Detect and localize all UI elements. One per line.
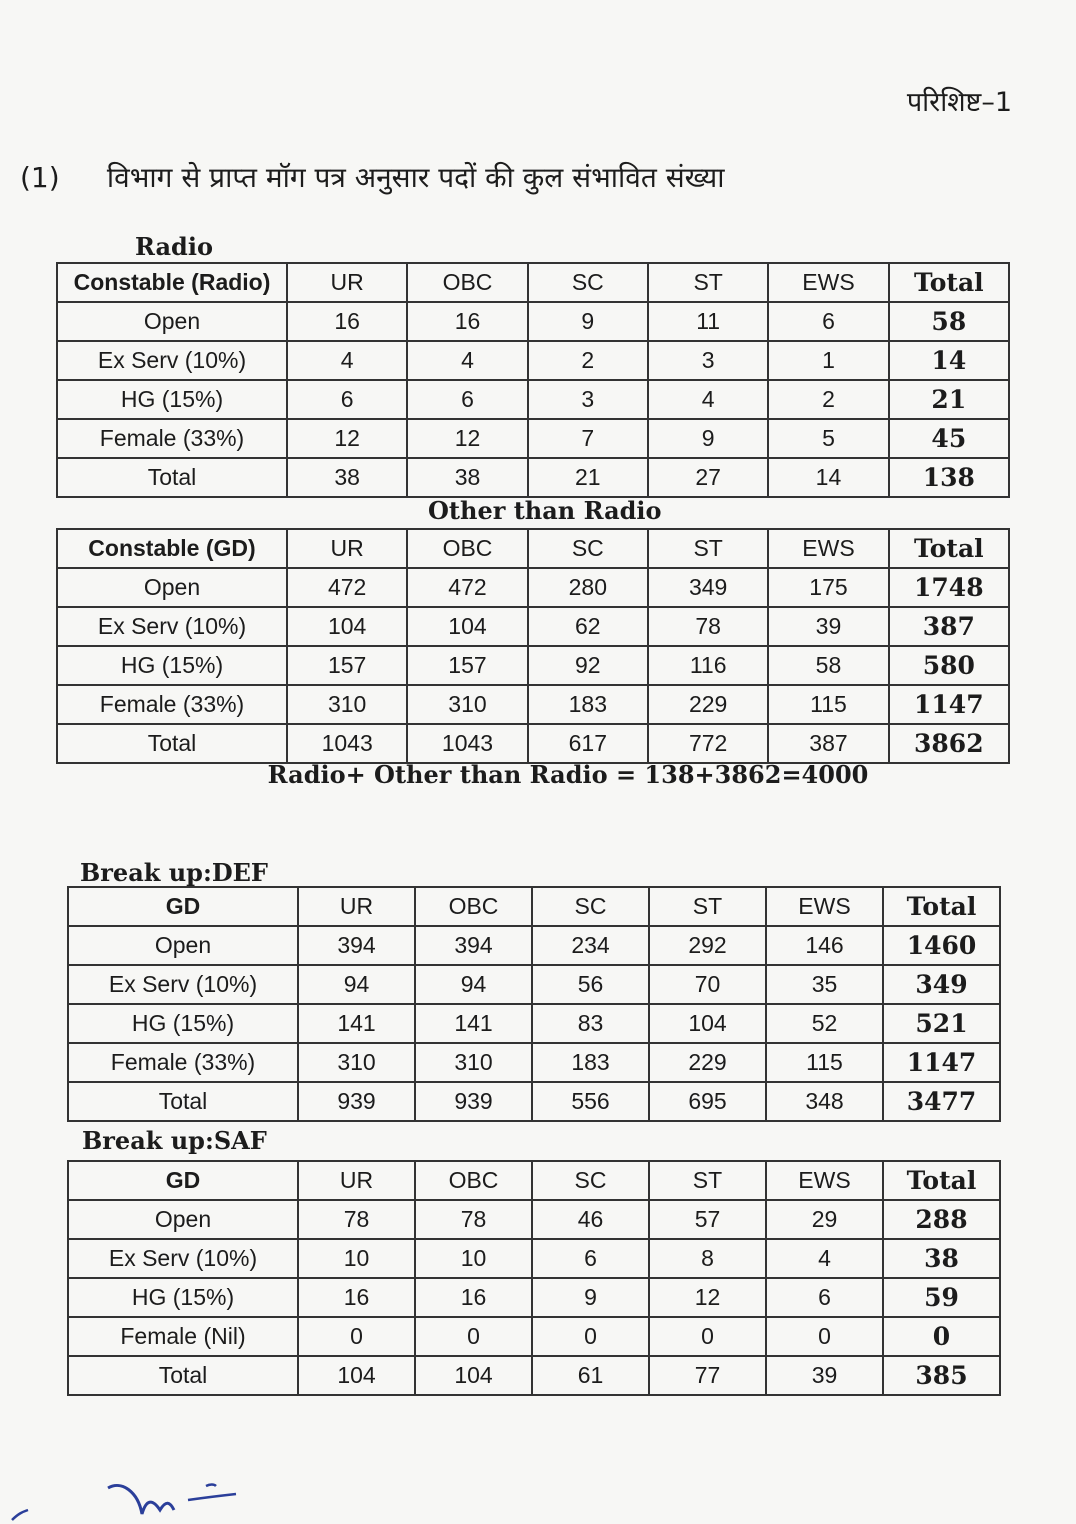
table-cell: 62	[528, 607, 648, 646]
table-cell: 1043	[407, 724, 527, 763]
table-cell: 16	[298, 1278, 415, 1317]
table-cell: 104	[298, 1356, 415, 1395]
table-cell: 617	[528, 724, 648, 763]
table-cell: 310	[287, 685, 407, 724]
table-cell: 0	[883, 1317, 1000, 1356]
table-header-row	[57, 263, 1009, 302]
table-row	[57, 685, 1009, 724]
saf-breakup-table	[67, 1160, 1001, 1396]
table-cell: 7	[528, 419, 648, 458]
table-row	[68, 1200, 1000, 1239]
table-cell: 8	[649, 1239, 766, 1278]
table-cell: 234	[532, 926, 649, 965]
row-label: Ex Serv (10%)	[68, 1239, 298, 1278]
table-row	[57, 419, 1009, 458]
row-header-cell: GD	[68, 1161, 298, 1200]
table-cell: 3	[648, 341, 768, 380]
row-label: Total	[57, 458, 287, 497]
table-cell: 29	[766, 1200, 883, 1239]
table-cell: 116	[648, 646, 768, 685]
table-row	[68, 1356, 1000, 1395]
table-cell: 39	[766, 1356, 883, 1395]
table-cell: 115	[766, 1043, 883, 1082]
table-cell: 104	[407, 607, 527, 646]
table-row	[68, 1043, 1000, 1082]
column-header-sc: SC	[532, 887, 649, 926]
column-header-ur: UR	[298, 887, 415, 926]
row-header-cell: Constable (GD)	[57, 529, 287, 568]
table-cell: 349	[648, 568, 768, 607]
table-cell: 38	[883, 1239, 1000, 1278]
table-cell: 0	[415, 1317, 532, 1356]
def-breakup-table	[67, 886, 1001, 1122]
row-label: Total	[68, 1356, 298, 1395]
column-header-st: ST	[649, 1161, 766, 1200]
column-header-st: ST	[649, 887, 766, 926]
table-cell: 0	[532, 1317, 649, 1356]
column-header-ur: UR	[298, 1161, 415, 1200]
radio-table	[56, 262, 1010, 498]
table-row	[57, 568, 1009, 607]
saf-caption: Break up:SAF	[82, 1126, 267, 1155]
table-cell: 772	[648, 724, 768, 763]
table-row	[57, 458, 1009, 497]
table-row	[68, 1082, 1000, 1121]
table-row	[68, 1317, 1000, 1356]
table-cell: 4	[648, 380, 768, 419]
table-cell: 4	[407, 341, 527, 380]
row-label: Total	[68, 1082, 298, 1121]
row-label: Total	[57, 724, 287, 763]
table-cell: 56	[532, 965, 649, 1004]
def-caption: Break up:DEF	[80, 858, 268, 887]
table-cell: 138	[889, 458, 1009, 497]
table-cell: 472	[407, 568, 527, 607]
column-header-total: Total	[883, 887, 1000, 926]
other-than-radio-table	[56, 528, 1010, 764]
column-header-ews: EWS	[766, 887, 883, 926]
table-cell: 16	[415, 1278, 532, 1317]
table-cell: 280	[528, 568, 648, 607]
other-than-radio-caption: Other than Radio	[428, 496, 662, 525]
table-cell: 58	[889, 302, 1009, 341]
table-cell: 521	[883, 1004, 1000, 1043]
table-cell: 94	[415, 965, 532, 1004]
table-cell: 183	[528, 685, 648, 724]
section-number: (1)	[20, 161, 60, 194]
column-header-obc: OBC	[415, 887, 532, 926]
table-cell: 394	[415, 926, 532, 965]
column-header-ews: EWS	[768, 529, 888, 568]
table-cell: 0	[298, 1317, 415, 1356]
row-label: Open	[68, 926, 298, 965]
table-cell: 939	[415, 1082, 532, 1121]
table-cell: 12	[287, 419, 407, 458]
table-cell: 4	[287, 341, 407, 380]
table-cell: 0	[766, 1317, 883, 1356]
row-label: Ex Serv (10%)	[68, 965, 298, 1004]
table-row	[68, 1004, 1000, 1043]
table-cell: 9	[648, 419, 768, 458]
table-cell: 52	[766, 1004, 883, 1043]
table-cell: 310	[407, 685, 527, 724]
table-cell: 310	[298, 1043, 415, 1082]
table-cell: 3477	[883, 1082, 1000, 1121]
section-title: विभाग से प्राप्त मॉग पत्र अनुसार पदों की कुल संभावित संख्या	[106, 161, 725, 194]
table-cell: 6	[287, 380, 407, 419]
table-cell: 394	[298, 926, 415, 965]
table-cell: 39	[768, 607, 888, 646]
row-label: HG (15%)	[68, 1004, 298, 1043]
table-cell: 0	[649, 1317, 766, 1356]
row-label: Female (33%)	[57, 419, 287, 458]
table-cell: 12	[407, 419, 527, 458]
table-cell: 229	[648, 685, 768, 724]
appendix-label: परिशिष्ट–1	[906, 87, 1012, 118]
table-header-row	[68, 887, 1000, 926]
row-label: Open	[57, 302, 287, 341]
table-cell: 1043	[287, 724, 407, 763]
table-cell: 2	[768, 380, 888, 419]
table-row	[68, 1278, 1000, 1317]
table-row	[57, 646, 1009, 685]
row-label: HG (15%)	[68, 1278, 298, 1317]
table-cell: 349	[883, 965, 1000, 1004]
table-cell: 78	[648, 607, 768, 646]
table-cell: 229	[649, 1043, 766, 1082]
column-header-st: ST	[648, 263, 768, 302]
radio-caption: Radio	[135, 232, 213, 261]
table-cell: 6	[766, 1278, 883, 1317]
table-cell: 77	[649, 1356, 766, 1395]
table-cell: 38	[287, 458, 407, 497]
table-cell: 1	[768, 341, 888, 380]
table-cell: 12	[649, 1278, 766, 1317]
table-cell: 45	[889, 419, 1009, 458]
table-cell: 104	[287, 607, 407, 646]
table-row	[57, 380, 1009, 419]
column-header-obc: OBC	[407, 263, 527, 302]
table-cell: 387	[768, 724, 888, 763]
table-header-row	[57, 529, 1009, 568]
table-cell: 16	[407, 302, 527, 341]
column-header-total: Total	[883, 1161, 1000, 1200]
table-cell: 385	[883, 1356, 1000, 1395]
table-cell: 556	[532, 1082, 649, 1121]
table-row	[68, 1239, 1000, 1278]
column-header-ur: UR	[287, 263, 407, 302]
table-cell: 14	[768, 458, 888, 497]
table-cell: 1748	[889, 568, 1009, 607]
column-header-ur: UR	[287, 529, 407, 568]
column-header-st: ST	[648, 529, 768, 568]
row-label: Female (33%)	[57, 685, 287, 724]
table-cell: 3	[528, 380, 648, 419]
table-cell: 146	[766, 926, 883, 965]
table-cell: 104	[415, 1356, 532, 1395]
column-header-sc: SC	[528, 529, 648, 568]
table-cell: 78	[415, 1200, 532, 1239]
table-cell: 104	[649, 1004, 766, 1043]
table-cell: 35	[766, 965, 883, 1004]
table-cell: 348	[766, 1082, 883, 1121]
table-row	[57, 302, 1009, 341]
table-cell: 6	[768, 302, 888, 341]
table-cell: 14	[889, 341, 1009, 380]
table-cell: 1460	[883, 926, 1000, 965]
row-header-cell: GD	[68, 887, 298, 926]
radio-plus-other-summary: Radio+ Other than Radio = 138+3862=4000	[267, 760, 869, 789]
table-cell: 58	[768, 646, 888, 685]
table-cell: 92	[528, 646, 648, 685]
table-row	[57, 607, 1009, 646]
table-cell: 387	[889, 607, 1009, 646]
row-label: Open	[68, 1200, 298, 1239]
table-cell: 38	[407, 458, 527, 497]
row-label: Female (33%)	[68, 1043, 298, 1082]
table-cell: 157	[407, 646, 527, 685]
table-header-row	[68, 1161, 1000, 1200]
column-header-sc: SC	[528, 263, 648, 302]
table-cell: 10	[298, 1239, 415, 1278]
table-cell: 2	[528, 341, 648, 380]
table-row	[68, 926, 1000, 965]
row-header-cell: Constable (Radio)	[57, 263, 287, 302]
table-cell: 78	[298, 1200, 415, 1239]
table-cell: 11	[648, 302, 768, 341]
column-header-obc: OBC	[407, 529, 527, 568]
table-cell: 175	[768, 568, 888, 607]
table-cell: 288	[883, 1200, 1000, 1239]
table-cell: 4	[766, 1239, 883, 1278]
table-cell: 141	[415, 1004, 532, 1043]
column-header-ews: EWS	[768, 263, 888, 302]
table-cell: 6	[532, 1239, 649, 1278]
table-cell: 16	[287, 302, 407, 341]
column-header-ews: EWS	[766, 1161, 883, 1200]
table-cell: 1147	[883, 1043, 1000, 1082]
table-cell: 27	[648, 458, 768, 497]
table-cell: 157	[287, 646, 407, 685]
table-cell: 183	[532, 1043, 649, 1082]
table-row	[68, 965, 1000, 1004]
table-row	[57, 341, 1009, 380]
column-header-total: Total	[889, 263, 1009, 302]
table-cell: 580	[889, 646, 1009, 685]
table-cell: 57	[649, 1200, 766, 1239]
table-cell: 21	[528, 458, 648, 497]
row-label: Ex Serv (10%)	[57, 341, 287, 380]
row-label: HG (15%)	[57, 646, 287, 685]
table-cell: 10	[415, 1239, 532, 1278]
table-cell: 695	[649, 1082, 766, 1121]
table-cell: 9	[528, 302, 648, 341]
table-cell: 3862	[889, 724, 1009, 763]
row-label: Ex Serv (10%)	[57, 607, 287, 646]
table-cell: 46	[532, 1200, 649, 1239]
table-cell: 9	[532, 1278, 649, 1317]
table-row	[57, 724, 1009, 763]
column-header-obc: OBC	[415, 1161, 532, 1200]
column-header-sc: SC	[532, 1161, 649, 1200]
row-label: Open	[57, 568, 287, 607]
table-cell: 1147	[889, 685, 1009, 724]
table-cell: 292	[649, 926, 766, 965]
table-cell: 141	[298, 1004, 415, 1043]
table-cell: 21	[889, 380, 1009, 419]
table-cell: 70	[649, 965, 766, 1004]
section-heading	[20, 158, 725, 196]
row-label: HG (15%)	[57, 380, 287, 419]
row-label: Female (Nil)	[68, 1317, 298, 1356]
table-cell: 310	[415, 1043, 532, 1082]
table-cell: 61	[532, 1356, 649, 1395]
table-cell: 59	[883, 1278, 1000, 1317]
signature	[10, 1470, 250, 1524]
table-cell: 83	[532, 1004, 649, 1043]
table-cell: 94	[298, 965, 415, 1004]
table-cell: 6	[407, 380, 527, 419]
table-cell: 5	[768, 419, 888, 458]
column-header-total: Total	[889, 529, 1009, 568]
table-cell: 472	[287, 568, 407, 607]
table-cell: 939	[298, 1082, 415, 1121]
table-cell: 115	[768, 685, 888, 724]
